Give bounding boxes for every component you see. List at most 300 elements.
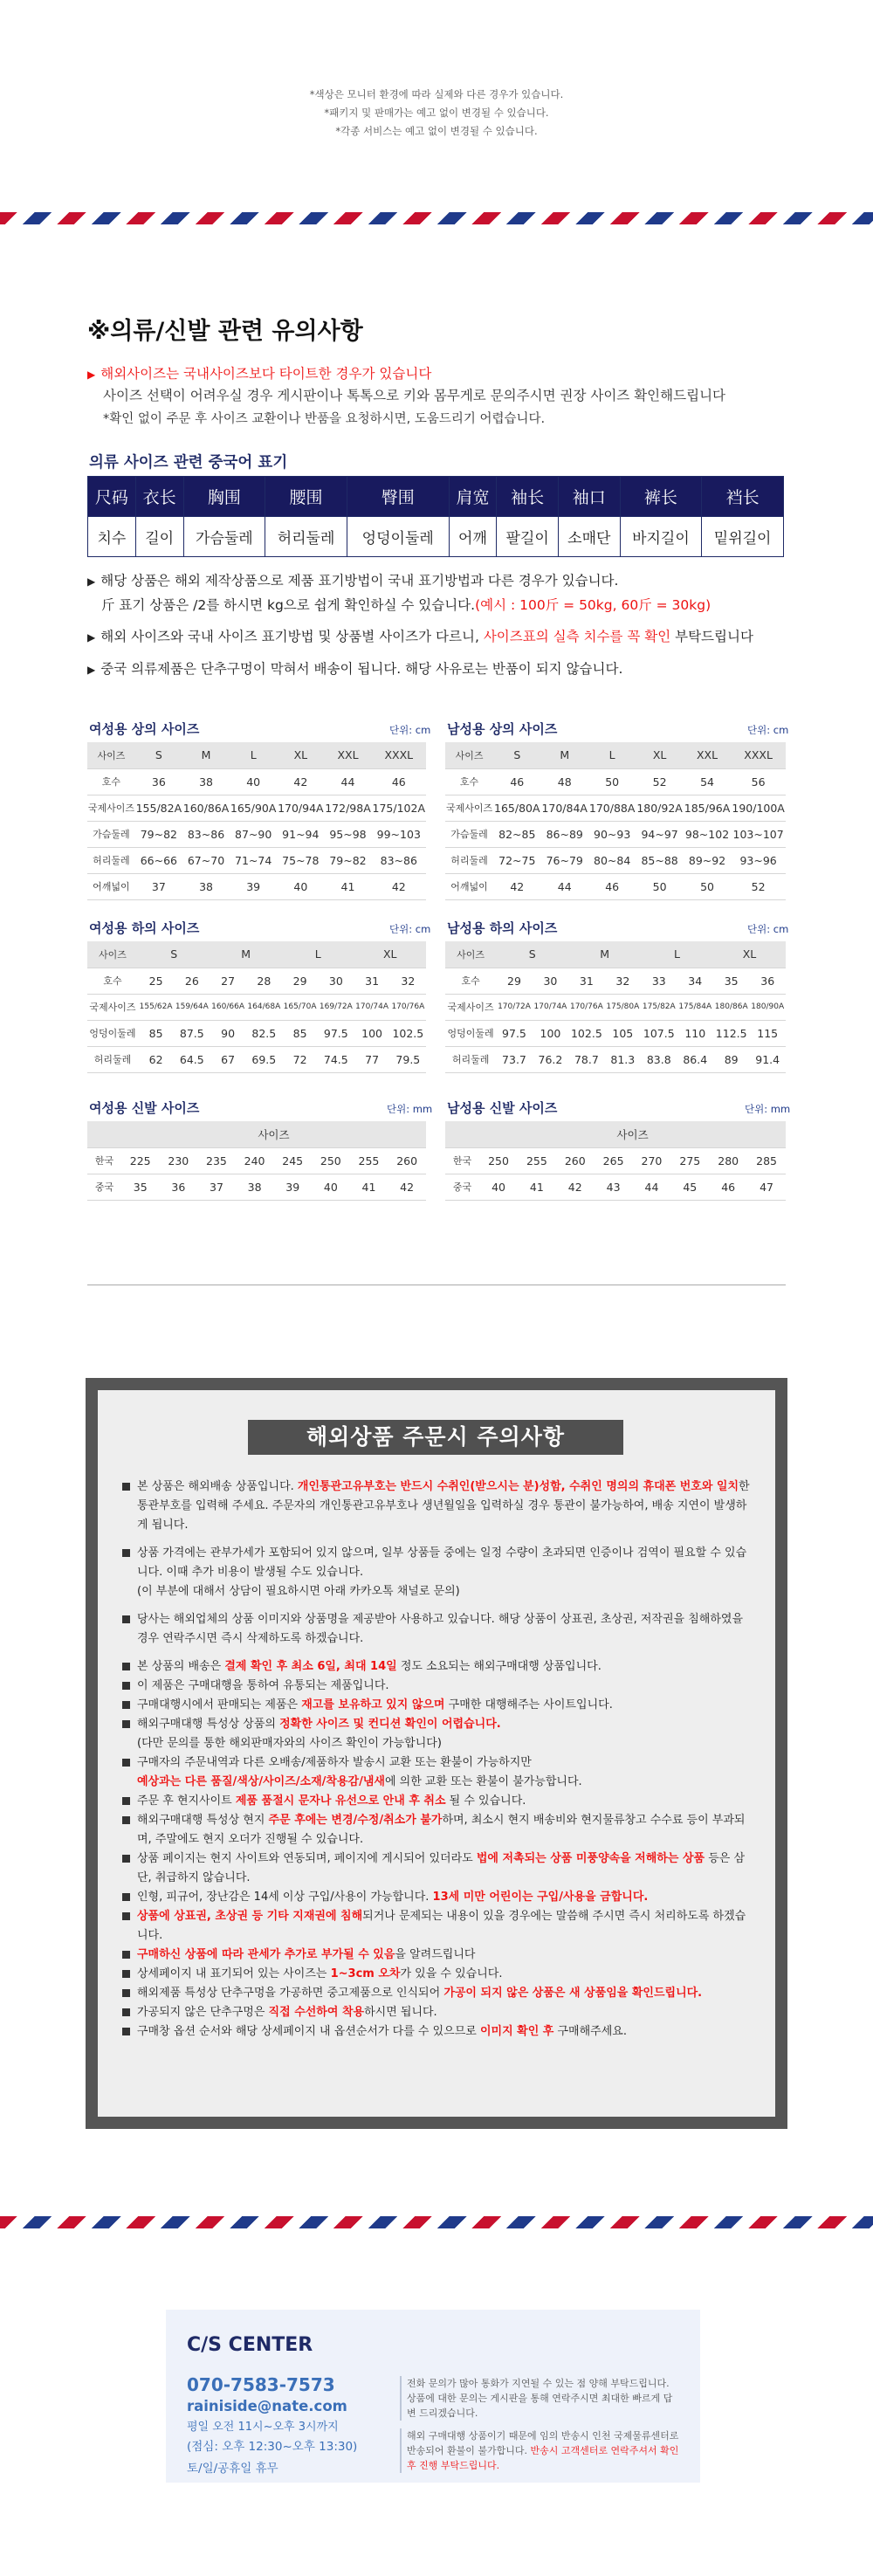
table-cell: 155/82A [135, 795, 182, 821]
notice-text: 하시면 됩니다. [364, 2006, 437, 2019]
table-cell: 41 [324, 873, 371, 899]
table-cell: 80~84 [588, 847, 636, 873]
table-cell: 호수 [87, 968, 138, 994]
table-row [445, 941, 786, 968]
cn-term: 衣长 [135, 477, 183, 517]
men-shoe-size-table [445, 1121, 786, 1201]
table-cell: 한국 [87, 1147, 121, 1174]
table-cell: XXL [324, 742, 371, 768]
table-cell: 98~102 [684, 821, 731, 847]
table-cell: 중국 [445, 1174, 479, 1200]
cn-term: 腰围 [265, 477, 347, 517]
table-cell: 85 [282, 1020, 318, 1046]
cs-note-emphasis: 반송시 고객센터로 연락주셔서 확인 후 진행 부탁드립니다. [407, 2445, 679, 2471]
table-cell: 호수 [87, 768, 135, 795]
notice-text: 에 의한 교환 또는 환불이 불가능합니다. [384, 1775, 582, 1788]
table-cell: 허리둘레 [87, 847, 135, 873]
table-cell: 41 [518, 1174, 556, 1200]
table-cell: 230 [160, 1147, 198, 1174]
table-cell: S [135, 742, 182, 768]
notice-line: *색상은 모니터 환경에 따라 실제와 다른 경우가 있습니다. [309, 88, 564, 100]
table-cell: 73.7 [496, 1046, 532, 1072]
table-cell: 175/80A [605, 994, 641, 1020]
table-cell: 33 [641, 968, 677, 994]
table-cell: L [230, 742, 277, 768]
table-cell: 56 [731, 768, 786, 795]
table-cell: 175/102A [372, 795, 426, 821]
table-cell: 71~74 [230, 847, 277, 873]
notice-line: *각종 서비스는 예고 없이 변경될 수 있습니다. [335, 125, 538, 137]
table-cell: M [568, 941, 641, 968]
notice-text: 하며, 최소시 현지 배송비와 현지물류창고 수수료 등이 부과되며, 주말에도 현지 오더가 진행될 수 있습니다. [137, 1814, 746, 1846]
notice-text: (이 부분에 대해서 상담이 필요하시면 아래 카카오톡 채널로 문의) [137, 1585, 460, 1598]
m-bottom-unit: 단위: cm [747, 923, 789, 935]
m-bottom-title: 남성용 하의 사이즈 [447, 920, 558, 936]
table-cell: 74.5 [318, 1046, 354, 1072]
table-cell: 87.5 [174, 1020, 210, 1046]
table-cell: 83~86 [182, 821, 230, 847]
table-cell: 170/76A [568, 994, 604, 1020]
table-cell: 46 [709, 1174, 747, 1200]
table-cell: 250 [479, 1147, 518, 1174]
notice-text: 가공되지 않은 단추구멍은 [137, 2006, 269, 2019]
bullet-icon [122, 1855, 130, 1863]
notice-item [122, 1696, 753, 1715]
notice-item [122, 1984, 753, 2003]
notice-item [122, 1477, 753, 1535]
notes-block [87, 569, 753, 690]
note-text: 해외 사이즈와 국내 사이즈 표기방법 및 상품별 사이즈가 다르니, [100, 629, 484, 644]
table-cell: 86.4 [677, 1046, 713, 1072]
table-cell: 270 [633, 1147, 671, 1174]
note-example: (예시 : 100斤 = 50kg, 60斤 = 30kg) [475, 597, 711, 613]
women-top-size-table [87, 742, 426, 900]
notice-emphasis: 구매하신 상품에 따라 관세가 추가로 부가될 수 있음 [137, 1948, 395, 1961]
notice-text: 등은 삼단, 취급하지 않습니다. [137, 1852, 746, 1884]
table-cell: 79.5 [390, 1046, 426, 1072]
notice-text: 가 있을 수 있습니다. [400, 1967, 503, 1980]
table-cell: 90~93 [588, 821, 636, 847]
table-cell: 79~82 [324, 847, 371, 873]
notice-text: 주문 후 현지사이트 [137, 1794, 236, 1808]
table-row [445, 994, 786, 1020]
table-cell: 159/64A [174, 994, 210, 1020]
notice-line: *패키지 및 판매가는 예고 없이 변경될 수 있습니다. [324, 107, 549, 119]
table-cell: XL [277, 742, 324, 768]
table-cell: 44 [541, 873, 588, 899]
triangle-icon: ▶ [87, 631, 96, 644]
table-cell: 165/90A [230, 795, 277, 821]
table-row [87, 847, 426, 873]
table-cell: 사이즈 [87, 742, 135, 768]
table-cell: 240 [236, 1147, 274, 1174]
table-cell: 160/86A [182, 795, 230, 821]
notice-text: 되거나 문제되는 내용이 있을 경우에는 말씀해 주시면 즉시 처리하도록 하겠습니다. [137, 1910, 746, 1942]
table-cell: 97.5 [318, 1020, 354, 1046]
table-row [87, 1174, 426, 1200]
table-cell: 35 [713, 968, 749, 994]
table-cell: 64.5 [174, 1046, 210, 1072]
table-cell: 37 [197, 1174, 236, 1200]
bullet-icon [122, 1701, 130, 1709]
table-cell: 40 [277, 873, 324, 899]
table-cell: 180/90A [749, 994, 786, 1020]
notice-text: 구매대행시에서 판매되는 제품은 [137, 1698, 302, 1712]
table-row [87, 1046, 426, 1072]
notice-item [122, 1657, 753, 1677]
table-cell: 42 [556, 1174, 595, 1200]
table-cell [87, 1121, 121, 1147]
table-cell: 39 [230, 873, 277, 899]
table-cell: 170/76A [390, 994, 426, 1020]
m-shoe-unit: 단위: mm [745, 1103, 791, 1115]
bullet-icon [122, 1682, 130, 1690]
table-cell: 85 [138, 1020, 174, 1046]
note-item [87, 658, 753, 682]
table-cell: 36 [749, 968, 786, 994]
notice-text: 구매한 대행해주는 사이트입니다. [444, 1698, 613, 1712]
notice-item [122, 1811, 753, 1849]
table-cell: 185/96A [684, 795, 731, 821]
notice-text: 해외제품 특성상 단추구멍을 가공하면 중고제품으로 인식되어 [137, 1987, 444, 2000]
table-cell: 85~88 [636, 847, 683, 873]
table-cell: 국제사이즈 [87, 994, 138, 1020]
table-cell: 72 [282, 1046, 318, 1072]
table-cell: 83.8 [641, 1046, 677, 1072]
bullet-icon [122, 1759, 130, 1767]
table-cell: 87~90 [230, 821, 277, 847]
cs-email[interactable]: rainiside@nate.com [187, 2398, 347, 2414]
table-cell: 중국 [87, 1174, 121, 1200]
table-cell: 사이즈 [121, 1121, 426, 1147]
cs-note-2 [400, 2428, 679, 2473]
notice-emphasis: 제품 품절시 문자나 유선으로 안내 후 취소 [235, 1794, 446, 1808]
bullet-icon [122, 1816, 130, 1824]
table-cell: 30 [318, 968, 354, 994]
table-cell: 어깨넓이 [87, 873, 135, 899]
table-cell: 103~107 [731, 821, 786, 847]
table-cell: 한국 [445, 1147, 479, 1174]
table-cell: 165/80A [493, 795, 540, 821]
table-cell: 47 [747, 1174, 786, 1200]
table-cell: 265 [595, 1147, 633, 1174]
table-cell: 36 [135, 768, 182, 795]
notice-item [122, 1715, 753, 1753]
table-cell: 엉덩이둘레 [445, 1020, 496, 1046]
intro-line-2: 사이즈 선택이 어려우실 경우 게시판이나 톡톡으로 키와 몸무게로 문의주시면 권장 사이즈 확인해드립니다 [103, 388, 726, 403]
table-row [445, 1174, 786, 1200]
table-cell: 34 [677, 968, 713, 994]
notice-text: 구매창 옵션 순서와 해당 상세페이지 내 옵션순서가 다를 수 있으므로 [137, 2025, 480, 2038]
table-row [445, 1020, 786, 1046]
notice-text: 을 알려드립니다 [395, 1948, 476, 1961]
cs-title: C/S CENTER [187, 2334, 313, 2356]
bullet-icon [122, 1893, 130, 1901]
note-text: 중국 의류제품은 단추구멍이 막혀서 배송이 됩니다. 해당 사유로는 반품이 되지 않습니다. [100, 661, 623, 677]
notice-emphasis: 개인통관고유부호는 반드시 수취인(받으시는 분)성함, 수취인 명의의 휴대폰 번호와 일치 [297, 1480, 739, 1493]
table-row [87, 742, 426, 768]
notice-item [122, 1753, 753, 1792]
table-cell: 190/100A [731, 795, 786, 821]
table-cell: 허리둘레 [445, 1046, 496, 1072]
table-cell: 105 [605, 1020, 641, 1046]
kr-term: 엉덩이둘레 [347, 517, 449, 557]
women-bottom-size-table [87, 941, 426, 1073]
cn-term: 裤长 [620, 477, 702, 517]
table-cell: 50 [588, 768, 636, 795]
notice-emphasis: 상품에 상표권, 초상권 등 기타 지재권에 침해 [137, 1910, 363, 1923]
table-row [87, 821, 426, 847]
notice-text: 구매자의 주문내역과 다른 오배송/제품하자 발송시 교환 또는 환불이 가능하지만 [137, 1756, 532, 1769]
table-cell: 66~66 [135, 847, 182, 873]
bullet-icon [122, 1720, 130, 1728]
table-cell: 35 [121, 1174, 160, 1200]
table-cell: XXXL [731, 742, 786, 768]
table-cell: 허리둘레 [87, 1046, 138, 1072]
triangle-icon: ▶ [87, 664, 96, 676]
cn-term: 裆长 [702, 477, 784, 517]
notice-item [122, 2022, 753, 2042]
table-cell: S [493, 742, 540, 768]
table-cell: 42 [493, 873, 540, 899]
table-cell: 31 [568, 968, 604, 994]
bullet-icon [122, 1663, 130, 1670]
table-cell: 67~70 [182, 847, 230, 873]
table-cell: 사이즈 [87, 941, 138, 968]
table-cell: 100 [533, 1020, 568, 1046]
table-cell: 235 [197, 1147, 236, 1174]
table-cell: 27 [210, 968, 245, 994]
table-cell: M [210, 941, 282, 968]
table-cell: 국제사이즈 [445, 795, 493, 821]
table-cell: 100 [354, 1020, 389, 1046]
table-cell: 허리둘레 [445, 847, 493, 873]
table-cell: 107.5 [641, 1020, 677, 1046]
table-cell: 38 [236, 1174, 274, 1200]
table-cell: 가슴둘레 [87, 821, 135, 847]
cs-note-text: 해외 구매대행 상품이기 때문에 임의 반송시 인천 국제물류센터로 반송되어 환불이 불가합니다. [407, 2430, 679, 2456]
notice-item [122, 1677, 753, 1696]
table-cell: M [541, 742, 588, 768]
table-cell: 54 [684, 768, 731, 795]
notice-text: 당사는 해외업체의 상품 이미지와 상품명을 제공받아 사용하고 있습니다. 해당 상품이 상표권, 초상권, 저작권을 침해하였을 경우 연락주시면 즉시 삭제하도록 하겠습니다. [137, 1613, 744, 1645]
table-cell: 어깨넓이 [445, 873, 493, 899]
table-cell: 170/74A [533, 994, 568, 1020]
table-cell: M [182, 742, 230, 768]
table-cell: 165/70A [282, 994, 318, 1020]
note-emphasis: 사이즈표의 실측 치수를 꼭 확인 [483, 629, 671, 644]
notice-item [122, 1907, 753, 1946]
kr-term: 가슴둘레 [183, 517, 265, 557]
kr-term: 길이 [135, 517, 183, 557]
notice-text: (다만 문의를 통한 해외판매자와의 사이즈 확인이 가능합니다) [137, 1737, 442, 1750]
table-cell: 52 [636, 768, 683, 795]
table-cell: XL [636, 742, 683, 768]
table-cell: 79~82 [135, 821, 182, 847]
table-cell: 260 [556, 1147, 595, 1174]
section-title: ※의류/신발 관련 유의사항 [87, 318, 363, 345]
table-cell: 41 [350, 1174, 388, 1200]
table-cell: 280 [709, 1147, 747, 1174]
table-cell: 82~85 [493, 821, 540, 847]
table-cell: 40 [230, 768, 277, 795]
w-shoe-title: 여성용 신발 사이즈 [89, 1100, 200, 1116]
table-cell: 40 [312, 1174, 350, 1200]
table-row [445, 768, 786, 795]
cn-term: 尺码 [88, 477, 136, 517]
table-cell: 38 [182, 873, 230, 899]
notice-item [122, 1544, 753, 1601]
table-cell: 86~89 [541, 821, 588, 847]
table-cell: 255 [350, 1147, 388, 1174]
airmail-stripe [0, 212, 873, 224]
notice-item [122, 1792, 753, 1811]
intro-line-3: *확인 없이 주문 후 사이즈 교환이나 반품을 요청하시면, 도움드리기 어렵습니다. [103, 412, 546, 426]
overseas-title: 해외상품 주문시 주의사항 [248, 1420, 623, 1455]
cs-center [166, 2310, 700, 2483]
bullet-icon [122, 1549, 130, 1557]
cn-term: 袖长 [497, 477, 559, 517]
kr-term: 치수 [88, 517, 136, 557]
table-cell: 38 [182, 768, 230, 795]
cn-term: 肩宽 [449, 477, 497, 517]
notice-emphasis: 직접 수선하여 착용 [268, 2006, 365, 2019]
table-row [445, 873, 786, 899]
table-row [87, 941, 426, 968]
notice-text: 정도 소요되는 해외구매대행 상품입니다. [396, 1660, 601, 1673]
table-cell: L [282, 941, 354, 968]
table-cell: 62 [138, 1046, 174, 1072]
table-cell: 180/92A [636, 795, 683, 821]
cs-hours-line: (점심: 오후 12:30~오후 13:30) [187, 2440, 358, 2454]
table-cell: 67 [210, 1046, 245, 1072]
table-row [445, 821, 786, 847]
table-cell: 82.5 [246, 1020, 282, 1046]
table-row [445, 847, 786, 873]
cs-phone[interactable]: 070-7583-7573 [187, 2374, 335, 2395]
table-cell: 170/84A [541, 795, 588, 821]
notice-text: 될 수 있습니다. [445, 1794, 526, 1808]
notice-item [122, 1965, 753, 1984]
table-cell: 115 [749, 1020, 786, 1046]
notice-item [122, 1610, 753, 1649]
table-row [87, 968, 426, 994]
table-cell: 50 [636, 873, 683, 899]
notice-item [122, 2003, 753, 2022]
notice-text: 본 상품의 배송은 [137, 1660, 225, 1673]
table-cell: L [641, 941, 713, 968]
table-cell: XL [354, 941, 426, 968]
table-cell: 46 [493, 768, 540, 795]
kr-term: 소매단 [558, 517, 620, 557]
table-row [87, 1121, 426, 1147]
m-top-title: 남성용 상의 사이즈 [447, 721, 558, 737]
table-cell: 사이즈 [445, 742, 493, 768]
table-cell: 83~86 [372, 847, 426, 873]
table-cell: 260 [388, 1147, 426, 1174]
table-cell: 43 [595, 1174, 633, 1200]
table-cell: 91.4 [749, 1046, 786, 1072]
cs-hours [187, 2419, 357, 2480]
table-cell: 245 [273, 1147, 312, 1174]
table-cell: 250 [312, 1147, 350, 1174]
w-shoe-unit: 단위: mm [387, 1103, 433, 1115]
note-text: 해당 상품은 해외 제작상품으로 제품 표기방법이 국내 표기방법과 다른 경우가 있습니다. [100, 573, 619, 589]
m-shoe-title: 남성용 신발 사이즈 [447, 1100, 558, 1116]
notice-emphasis: 1~3cm 오차 [330, 1967, 401, 1980]
kr-term: 밑위길이 [702, 517, 784, 557]
table-cell: 국제사이즈 [445, 994, 496, 1020]
bullet-icon [122, 1483, 130, 1491]
table-cell: 69.5 [246, 1046, 282, 1072]
table-cell: 29 [496, 968, 532, 994]
table-cell: 164/68A [246, 994, 282, 1020]
table-cell: 42 [372, 873, 426, 899]
note-text: 斤 표기 상품은 /2를 하시면 kg으로 쉽게 확인하실 수 있습니다. [101, 597, 476, 613]
table-cell: 76~79 [541, 847, 588, 873]
table-cell: 170/74A [354, 994, 389, 1020]
cn-term: 袖口 [558, 477, 620, 517]
table-row [445, 1147, 786, 1174]
table-row [445, 968, 786, 994]
intro-warning: 해외사이즈는 국내사이즈보다 타이트한 경우가 있습니다 [100, 366, 432, 382]
cs-hours-line: 평일 오전 11시~오후 3시까지 [187, 2421, 339, 2434]
table-cell: 37 [135, 873, 182, 899]
notice-text: 해외구매대행 특성상 상품의 [137, 1718, 280, 1731]
table-cell: 89 [713, 1046, 749, 1072]
note-item [87, 625, 753, 650]
table-cell: 89~92 [684, 847, 731, 873]
notice-emphasis: 이미지 확인 후 [479, 2025, 554, 2038]
notice-text: 구매해주세요. [553, 2025, 627, 2038]
table-row [445, 1121, 786, 1147]
table-cell: 48 [541, 768, 588, 795]
note-item [87, 569, 753, 594]
notice-text: 상품 가격에는 관부가세가 포함되어 있지 않으며, 일부 상품들 중에는 일정 수량이 초과되면 인증이나 검역이 필요할 수 있습니다. 이때 추가 비용이 발생될 수도 있습니다. [137, 1546, 747, 1579]
table-cell: 75~78 [277, 847, 324, 873]
table-cell: 255 [518, 1147, 556, 1174]
men-bottom-size-table [445, 941, 786, 1073]
notice-item [122, 1849, 753, 1888]
table-cell: 93~96 [731, 847, 786, 873]
table-cell: 25 [138, 968, 174, 994]
notice-emphasis: 결제 확인 후 최소 6일, 최대 14일 [224, 1660, 397, 1673]
cs-note-1: 전화 문의가 많아 통화가 지연될 수 있는 점 양해 부탁드립니다. 상품에 대한 문의는 게시판을 통해 연락주시면 최대한 빠르게 답변 드리겠습니다. [400, 2376, 679, 2421]
table-cell: L [588, 742, 636, 768]
table-cell: 102.5 [390, 1020, 426, 1046]
table-cell: 97.5 [496, 1020, 532, 1046]
notice-emphasis: 정확한 사이즈 및 컨디션 확인이 어렵습니다. [279, 1718, 501, 1731]
table-cell: 52 [731, 873, 786, 899]
kr-term: 팔길이 [497, 517, 559, 557]
cn-term: 胸围 [183, 477, 265, 517]
table-cell: 170/94A [277, 795, 324, 821]
table-cell: 180/86A [713, 994, 749, 1020]
kr-term: 바지길이 [620, 517, 702, 557]
notice-text: 상세페이지 내 표기되어 있는 사이즈는 [137, 1967, 331, 1980]
notice-emphasis: 재고를 보유하고 있지 않으며 [301, 1698, 445, 1712]
bullet-icon [122, 2008, 130, 2016]
table-cell: 170/72A [496, 994, 532, 1020]
table-cell: 엉덩이둘레 [87, 1020, 138, 1046]
table-cell: 81.3 [605, 1046, 641, 1072]
table-cell: 76.2 [533, 1046, 568, 1072]
table-cell: 호수 [445, 768, 493, 795]
bullet-icon [122, 1951, 130, 1959]
bullet-icon [122, 1970, 130, 1978]
table-cell: 90 [210, 1020, 245, 1046]
table-cell: S [138, 941, 210, 968]
